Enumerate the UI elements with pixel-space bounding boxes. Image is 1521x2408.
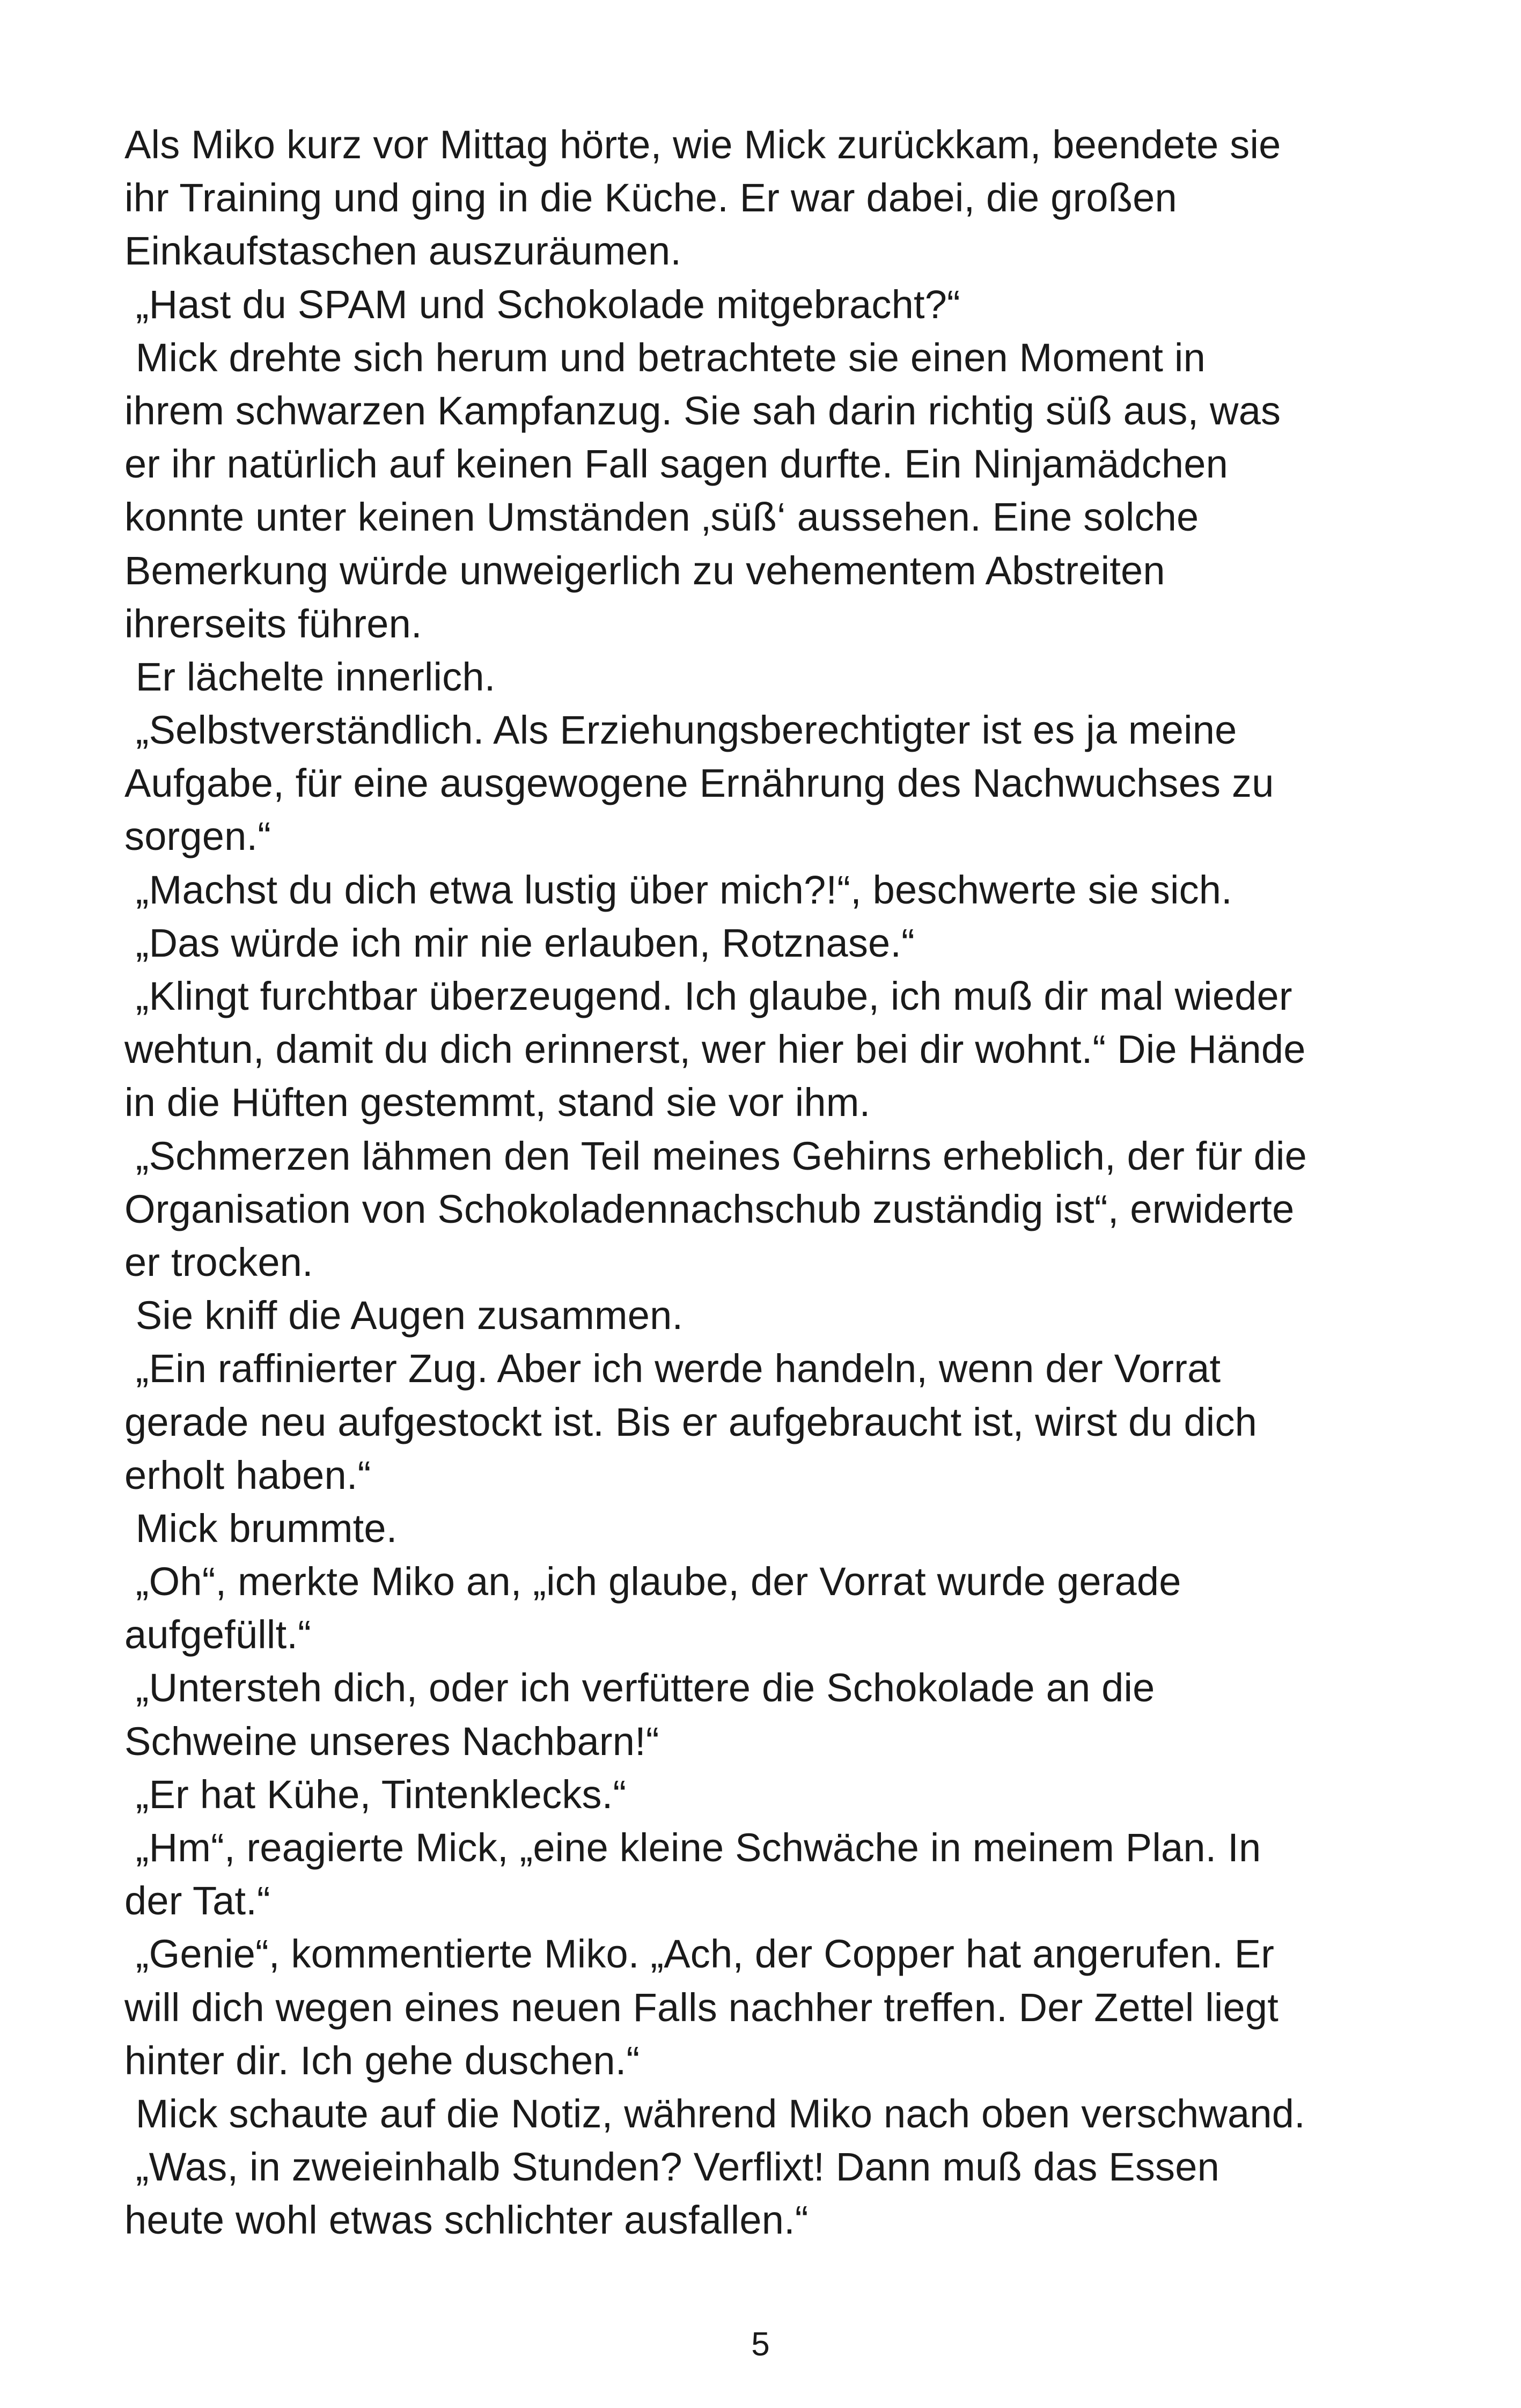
text-line: „Klingt furchtbar überzeugend. Ich glaube, ich muß dir mal wieder bbox=[124, 974, 1292, 1018]
text-line: „Das würde ich mir nie erlauben, Rotznase.“ bbox=[124, 920, 915, 965]
text-line: konnte unter keinen Umständen ‚süß‘ aussehen. Eine solche bbox=[124, 495, 1199, 540]
text-line: „Genie“, kommentierte Miko. „Ach, der Copper hat angerufen. Er bbox=[124, 1932, 1275, 1977]
text-line: Mick brummte. bbox=[124, 1506, 398, 1551]
text-line: er ihr natürlich auf keinen Fall sagen durfte. Ein Ninjamädchen bbox=[124, 442, 1228, 487]
text-line: Bemerkung würde unweigerlich zu vehementem Abstreiten bbox=[124, 548, 1165, 593]
text-line: heute wohl etwas schlichter ausfallen.“ bbox=[124, 2198, 809, 2243]
text-line: Aufgabe, für eine ausgewogene Ernährung des Nachwuchses zu bbox=[124, 761, 1274, 806]
text-line: „Was, in zweieinhalb Stunden? Verflixt! Dann muß das Essen bbox=[124, 2145, 1219, 2190]
text-line: „Er hat Kühe, Tintenklecks.“ bbox=[124, 1772, 627, 1817]
text-line: Organisation von Schokoladennachschub zuständig ist“, erwiderte bbox=[124, 1186, 1295, 1231]
text-line: Mick schaute auf die Notiz, während Miko nach oben verschwand. bbox=[124, 2091, 1305, 2136]
text-line: „Schmerzen lähmen den Teil meines Gehirns erheblich, der für die bbox=[124, 1133, 1307, 1178]
text-line: hinter dir. Ich gehe duschen.“ bbox=[124, 2038, 640, 2083]
text-line: „Selbstverständlich. Als Erziehungsberechtigter ist es ja meine bbox=[124, 708, 1237, 753]
text-line: ihr Training und ging in die Küche. Er war dabei, die großen bbox=[124, 175, 1177, 221]
text-line: „Oh“, merkte Miko an, „ich glaube, der Vorrat wurde gerade bbox=[124, 1559, 1181, 1604]
text-line: Als Miko kurz vor Mittag hörte, wie Mick zurückkam, beendete sie bbox=[124, 122, 1281, 167]
page-number: 5 bbox=[751, 2326, 770, 2363]
text-line: aufgefüllt.“ bbox=[124, 1612, 311, 1657]
text-line: in die Hüften gestemmt, stand sie vor ihm. bbox=[124, 1080, 871, 1125]
text-line: ihrerseits führen. bbox=[124, 601, 422, 646]
text-line: erholt haben.“ bbox=[124, 1452, 371, 1497]
text-line: Sie kniff die Augen zusammen. bbox=[124, 1293, 684, 1338]
text-line: der Tat.“ bbox=[124, 1878, 270, 1924]
text-line: „Untersteh dich, oder ich verfüttere die Schokolade an die bbox=[124, 1665, 1155, 1710]
text-line: „Machst du dich etwa lustig über mich?!“, beschwerte sie sich. bbox=[124, 867, 1232, 912]
text-line: will dich wegen eines neuen Falls nachher treffen. Der Zettel liegt bbox=[124, 1985, 1278, 2030]
text-line: Schweine unseres Nachbarn!“ bbox=[124, 1719, 659, 1764]
text-line: gerade neu aufgestockt ist. Bis er aufgebraucht ist, wirst du dich bbox=[124, 1399, 1257, 1444]
text-line: „Hm“, reagierte Mick, „eine kleine Schwäche in meinem Plan. In bbox=[124, 1825, 1261, 1870]
text-line: Einkaufstaschen auszuräumen. bbox=[124, 229, 682, 274]
text-line: Mick drehte sich herum und betrachtete sie einen Moment in bbox=[124, 335, 1206, 380]
text-line: „Ein raffinierter Zug. Aber ich werde handeln, wenn der Vorrat bbox=[124, 1346, 1221, 1391]
text-line: wehtun, damit du dich erinnerst, wer hier bei dir wohnt.“ Die Hände bbox=[124, 1027, 1306, 1072]
body-text bbox=[124, 118, 1412, 2247]
text-line: ihrem schwarzen Kampfanzug. Sie sah darin richtig süß aus, was bbox=[124, 388, 1281, 433]
text-line: er trocken. bbox=[124, 1239, 313, 1284]
text-line: „Hast du SPAM und Schokolade mitgebracht?“ bbox=[124, 282, 960, 327]
text-line: sorgen.“ bbox=[124, 814, 271, 859]
text-line: Er lächelte innerlich. bbox=[124, 654, 496, 699]
